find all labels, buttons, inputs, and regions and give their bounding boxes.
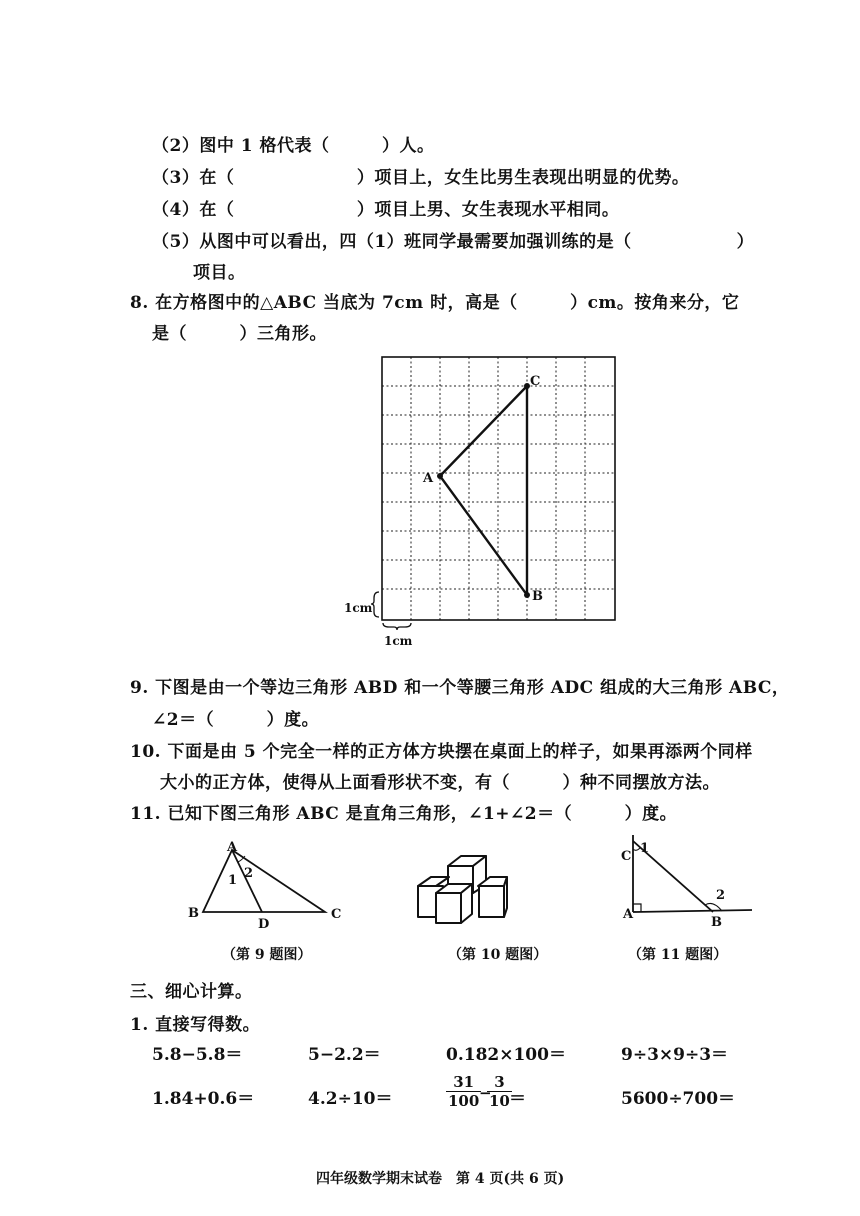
- grid-triangle-figure: [330, 350, 630, 655]
- fig9-label-c: C: [331, 907, 342, 922]
- line-ab-extended: [633, 910, 752, 912]
- q9-text-cont: ∠2＝（ ）度。: [152, 710, 320, 730]
- label-b: B: [532, 589, 543, 604]
- q7-part4: （4）在（ ）项目上男、女生表现水平相同。: [152, 200, 620, 220]
- q9-text: 9. 下图是由一个等边三角形 ABD 和一个等腰三角形 ADC 组成的大三角形 ABC，: [130, 678, 790, 698]
- triangle-abc-fig9: [203, 850, 325, 912]
- calc-r2c4: 5600÷700＝: [621, 1089, 736, 1109]
- calc-r1c4: 9÷3×9÷3＝: [621, 1045, 729, 1065]
- fraction-2-denominator: 10: [489, 1092, 510, 1110]
- right-angle-mark: [633, 904, 641, 912]
- q8-text-cont: 是（ ）三角形。: [152, 324, 327, 344]
- q10-text-cont: 大小的正方体，使得从上面看形状不变，有（ ）种不同摆放方法。: [160, 773, 720, 793]
- q10-text: 10. 下面是由 5 个完全一样的正方体方块摆在桌面上的样子，如果再添两个同样: [130, 742, 753, 762]
- fraction-minus: −: [479, 1084, 492, 1102]
- page-footer: 四年级数学期末试卷 第 4 页(共 6 页): [316, 1171, 565, 1187]
- fig11-label-a: A: [623, 907, 634, 922]
- unit-vertical-label: 1cm: [344, 601, 373, 615]
- fig11-caption: （第 11 题图）: [628, 947, 728, 963]
- fig9-label-b: B: [188, 906, 199, 921]
- unit-horizontal-brace: [383, 623, 411, 630]
- q7-part5-cont: 项目。: [193, 263, 246, 283]
- fig11-label-b: B: [711, 915, 722, 930]
- fig10-caption: （第 10 题图）: [448, 947, 548, 963]
- fraction-2-numerator: 3: [487, 1073, 512, 1092]
- fraction-31-100: [446, 1073, 481, 1110]
- q7-part2: （2）图中 1 格代表（ ）人。: [152, 136, 435, 156]
- grid-lines: [382, 357, 615, 620]
- fig9-label-d: D: [258, 917, 270, 932]
- fig11-angle-2: 2: [716, 888, 726, 903]
- fig9-angle-1: 1: [228, 873, 238, 888]
- label-c: C: [530, 374, 541, 389]
- calc-r1c1: 5.8−5.8＝: [152, 1045, 243, 1065]
- point-b: [524, 592, 530, 598]
- fraction-equals: ＝: [509, 1089, 526, 1109]
- fig9-angle-2: 2: [244, 866, 254, 881]
- calc-r2c1: 1.84+0.6＝: [152, 1089, 255, 1109]
- unit-horizontal-label: 1cm: [384, 634, 413, 648]
- point-a: [437, 473, 443, 479]
- fig11-label-c: C: [621, 849, 632, 864]
- triangle-abc: [440, 386, 527, 595]
- calc-r1c2: 5−2.2＝: [308, 1045, 381, 1065]
- calc-r1c3: 0.182×100＝: [446, 1045, 566, 1065]
- q7-part5: （5）从图中可以看出，四（1）班同学最需要加强训练的是（ ）: [152, 232, 755, 252]
- figure-9: [180, 835, 350, 935]
- calc-r2c2: 4.2÷10＝: [308, 1089, 393, 1109]
- q8-text: 8. 在方格图中的△ABC 当底为 7cm 时，高是（ ）cm。按角来分，它: [130, 293, 740, 313]
- fraction-1-numerator: 31: [446, 1073, 481, 1092]
- section-3-heading: 三、细心计算。: [130, 982, 253, 1002]
- fig11-angle-1: 1: [640, 841, 650, 856]
- fig9-label-a: A: [227, 840, 238, 855]
- fig9-caption: （第 9 题图）: [222, 947, 312, 963]
- figure-11: [615, 830, 760, 935]
- angle-1-arc: [633, 848, 640, 850]
- figure-10-cubes: [405, 850, 530, 930]
- label-a: A: [423, 471, 434, 486]
- section-3-sub1: 1. 直接写得数。: [130, 1015, 261, 1035]
- q11-text: 11. 已知下图三角形 ABC 是直角三角形，∠1+∠2＝（ ）度。: [130, 804, 678, 824]
- fraction-1-denominator: 100: [448, 1092, 480, 1110]
- q7-part3: （3）在（ ）项目上，女生比男生表现出明显的优势。: [152, 168, 690, 188]
